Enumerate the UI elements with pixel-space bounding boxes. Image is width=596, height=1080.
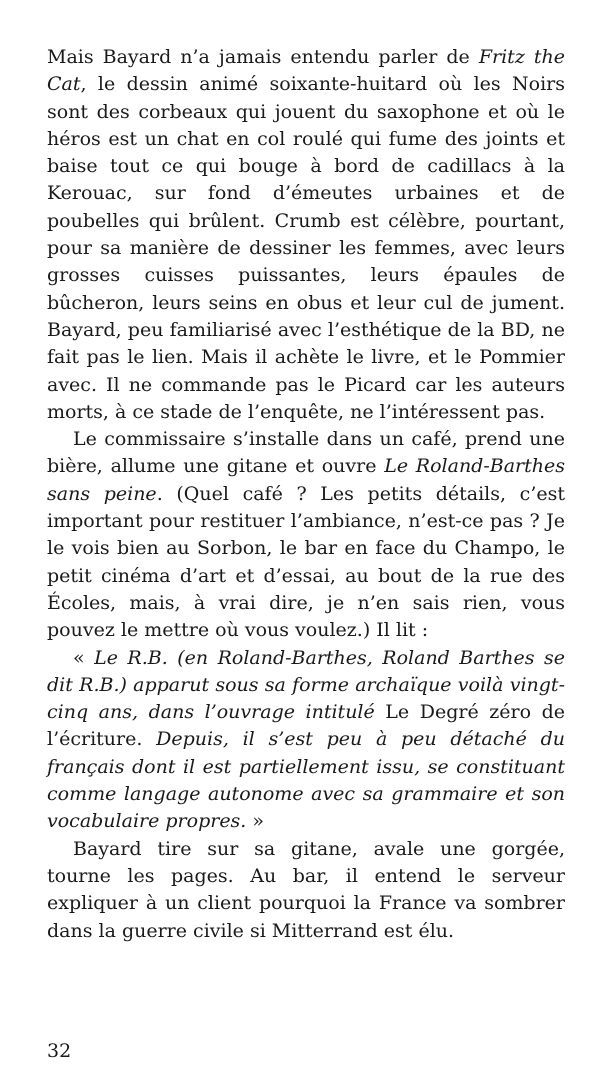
quote-text: Depuis, il s’est peu à peu détaché du français dont il est partiellement issu, se constituant comme langage autonome avec sa grammaire et son vocabulaire propres. [47, 728, 565, 833]
paragraph-bar: Bayard tire sur sa gitane, avale une gorgée, tourne les pages. Au bar, il entend le serveur expliquer à un client pourquoi la France va sombrer dans la guerre civile si Mitterrand est élu. [47, 837, 565, 942]
film-title: Fritz the Cat [47, 46, 565, 96]
quote-open: « [73, 646, 95, 669]
paragraph-text: , le dessin animé soixante-huitard où les Noirs sont des corbeaux qui jouent du saxophone et où le héros est un chat en col roulé qui fume des joints et baise tout ce qui bouge à bord de cadillacs à la Kerouac, sur fond d’émeutes urbaines et de poubelles qui brûlent. Crumb est célèbre, pourtant, pour sa manière de dessiner les femmes, avec leurs grosses cuisses puissantes, leurs épaules de bûcheron, leurs seins en obus et leur cul de jument. Bayard, peu familiarisé avec l’esthétique de la BD, ne fait pas le lien. Mais il achète le livre, et le Pommier avec. Il ne commande pas le Picard car les auteurs morts, à ce stade de l’enquête, ne l’intéressent pas. [47, 73, 565, 423]
page-number: 32 [47, 1040, 72, 1062]
quote-close: » [246, 810, 265, 833]
quotation [47, 645, 565, 836]
paragraph-fritz [47, 44, 565, 426]
book-title: Le Roland-Barthes sans peine [47, 455, 565, 505]
paragraph-text: Mais Bayard n’a jamais entendu parler de [47, 46, 479, 68]
paragraph-text: . (Quel café ? Les petits détails, c’est important pour restituer l’ambiance, n’est-ce pas ? Je le vois bien au Sorbon, le bar en face du Champo, le petit cinéma d’art et d’essai, au bout de la rue des Écoles, mais, à vrai dire, je n’en sais rien, vous pouvez le mettre où vous voulez.) Il lit : [47, 482, 565, 642]
paragraph-text: Le commissaire s’installe dans un café, prend une bière, allume une gitane et ouvre [47, 428, 565, 478]
quote-text: Le R.B. (en Roland-Barthes, Roland Barthes se dit R.B.) apparut sous sa forme archaïque voilà vingt-cinq ans, dans l’ouvrage intitulé [47, 646, 565, 724]
page-body [47, 44, 565, 945]
quoted-book-title: Le Degré zéro de l’écriture. [47, 701, 565, 751]
paragraph-cafe [47, 426, 565, 644]
